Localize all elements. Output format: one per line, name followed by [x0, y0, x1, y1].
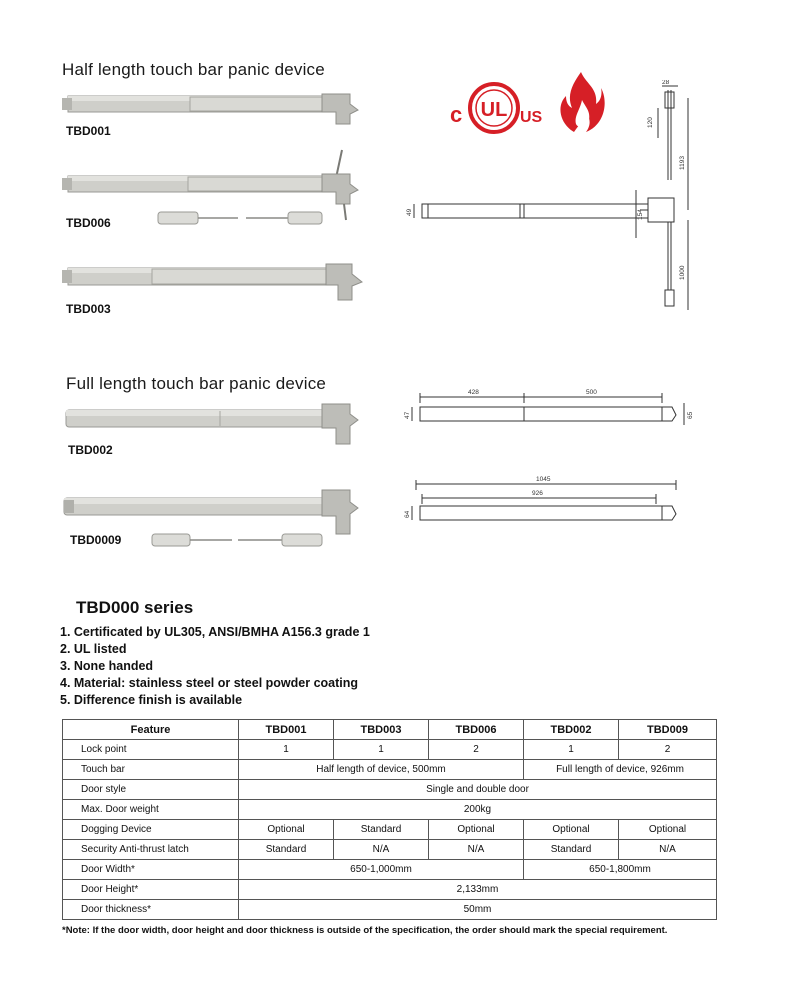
table-header-row [63, 720, 717, 740]
full-length-technical-drawing-1 [400, 385, 700, 435]
table-cell: 1 [334, 740, 429, 760]
spec-list [60, 624, 760, 709]
drawing-dim-full1-4: 65 [687, 411, 694, 419]
spec-item: 4. Material: stainless steel or steel powder coating [60, 676, 359, 690]
table-cell: N/A [619, 840, 717, 860]
table-cell: Optional [429, 820, 524, 840]
table-cell: 650-1,000mm [239, 860, 524, 880]
drawing-dim-full2-1: 1045 [536, 476, 551, 483]
product-photo-tbd001 [60, 88, 360, 130]
drawing-dim-full1-1: 428 [468, 389, 479, 396]
table-cell: 1 [239, 740, 334, 760]
table-row [63, 760, 717, 780]
drawing-dim-full2-3: 64 [404, 510, 411, 518]
table-cell: Optional [619, 820, 717, 840]
table-row [63, 900, 717, 920]
table-cell: Lock point [63, 740, 239, 760]
table-row [63, 880, 717, 900]
spec-item: 1. Certificated by UL305, ANSI/BMHA A156.3 grade 1 [60, 625, 370, 639]
table-header-cell: Feature [63, 720, 239, 740]
spec-table [62, 719, 717, 920]
drawing-dim-full1-2: 500 [586, 389, 597, 396]
table-cell: 2 [429, 740, 524, 760]
table-cell: Door Width* [63, 860, 239, 880]
model-label-tbd006: TBD006 [66, 216, 111, 230]
full-length-technical-drawing-2 [400, 470, 700, 530]
table-cell: Standard [239, 840, 334, 860]
drawing-dim-half-6: 1000 [679, 265, 686, 280]
table-header-cell: TBD001 [239, 720, 334, 740]
table-cell: Dogging Device [63, 820, 239, 840]
table-cell: Full length of device, 926mm [524, 760, 717, 780]
table-cell: Standard [524, 840, 619, 860]
model-label-tbd0009: TBD0009 [70, 533, 122, 547]
table-row [63, 800, 717, 820]
table-cell: 50mm [239, 900, 717, 920]
table-cell: N/A [429, 840, 524, 860]
drawing-dim-half-3: 1193 [679, 156, 686, 170]
table-cell: Single and double door [239, 780, 717, 800]
table-header-cell: TBD006 [429, 720, 524, 740]
cul-c-letter: c [450, 102, 463, 127]
full-length-section-title: Full length touch bar panic device [66, 374, 327, 393]
table-cell: Door Height* [63, 880, 239, 900]
table-cell: Optional [524, 820, 619, 840]
table-cell: 2,133mm [239, 880, 717, 900]
table-cell: 200kg [239, 800, 717, 820]
table-cell: Door thickness* [63, 900, 239, 920]
table-row [63, 860, 717, 880]
table-cell: Door style [63, 780, 239, 800]
table-cell: Touch bar [63, 760, 239, 780]
product-photo-tbd0009 [60, 480, 360, 552]
drawing-dim-half-5: 49 [406, 208, 413, 216]
table-cell: Optional [239, 820, 334, 840]
series-title: TBD000 series [76, 598, 194, 617]
table-header-cell: TBD003 [334, 720, 429, 740]
product-photo-tbd002 [60, 398, 360, 450]
spec-item: 5. Difference finish is available [60, 693, 243, 707]
table-cell: 1 [524, 740, 619, 760]
product-photo-tbd006 [60, 148, 360, 238]
drawing-dim-full1-3: 47 [404, 411, 411, 419]
model-label-tbd001: TBD001 [66, 124, 111, 138]
drawing-dim-half-1: 28 [662, 80, 670, 86]
table-cell: 650-1,800mm [524, 860, 717, 880]
table-cell: Security Anti-thrust latch [63, 840, 239, 860]
drawing-dim-half-4: 154 [637, 209, 644, 220]
spec-item: 3. None handed [60, 659, 154, 673]
product-photo-tbd003 [60, 258, 370, 308]
table-header-cell: TBD002 [524, 720, 619, 740]
table-cell: N/A [334, 840, 429, 860]
half-length-section-title: Half length touch bar panic device [62, 60, 325, 79]
table-cell: 2 [619, 740, 717, 760]
cul-us-letters: US [520, 109, 543, 126]
table-cell: Max. Door weight [63, 800, 239, 820]
drawing-dim-full2-2: 926 [532, 490, 543, 497]
drawing-dim-half-2: 120 [647, 117, 654, 128]
table-row [63, 780, 717, 800]
table-row [63, 820, 717, 840]
model-label-tbd002: TBD002 [68, 443, 113, 457]
cul-ul-letters: UL [480, 99, 508, 121]
table-row [63, 840, 717, 860]
footnote: *Note: If the door width, door height and door thickness is outside of the specification, the order should mark the special requirement. [62, 925, 668, 936]
half-length-technical-drawing [400, 80, 700, 325]
table-cell: Standard [334, 820, 429, 840]
model-label-tbd003: TBD003 [66, 302, 111, 316]
table-cell: Half length of device, 500mm [239, 760, 524, 780]
series-spec-block [60, 598, 760, 709]
spec-item: 2. UL listed [60, 642, 127, 656]
table-header-cell: TBD009 [619, 720, 717, 740]
table-row [63, 740, 717, 760]
